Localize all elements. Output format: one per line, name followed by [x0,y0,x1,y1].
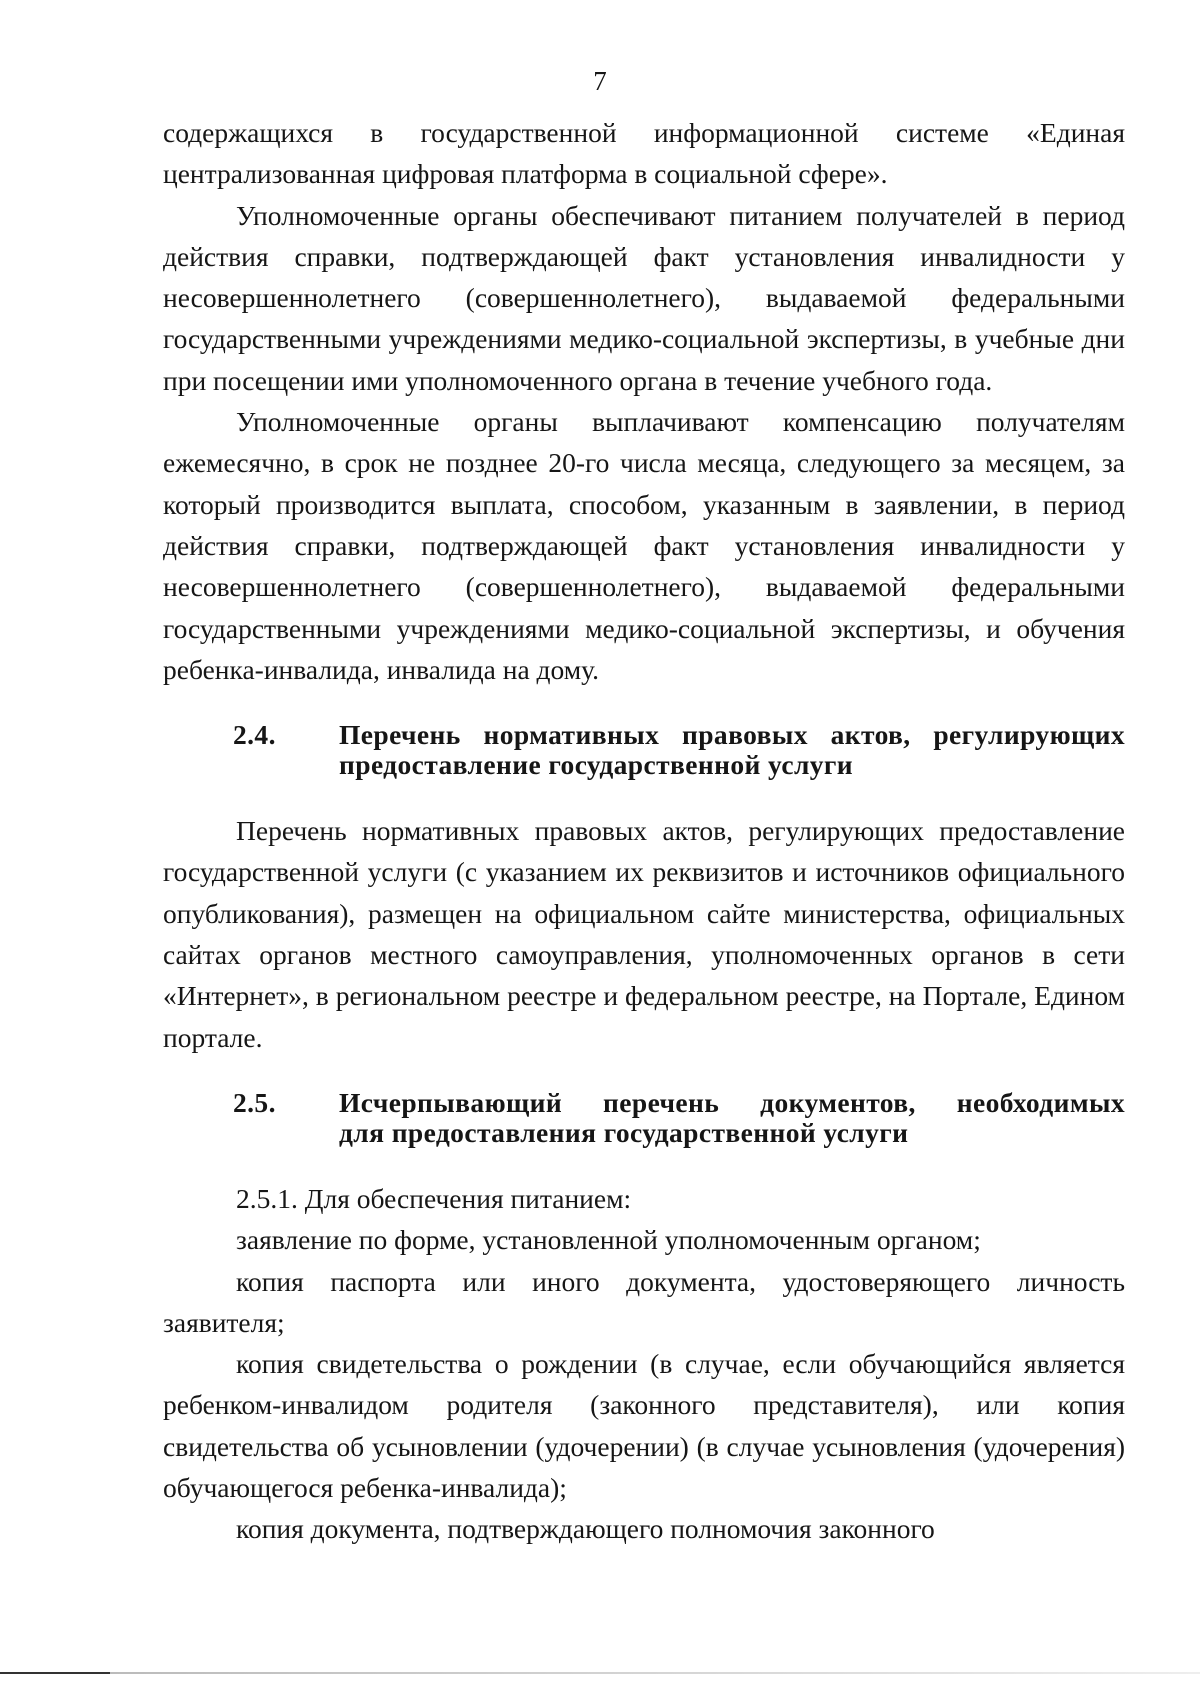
list-item: заявление по форме, установленной уполномоченным органом; [236,1224,981,1256]
page-content [163,112,1125,1550]
list-item: копия документа, подтверждающего полномочия законного [236,1513,935,1545]
paragraph: Уполномоченные органы обеспечивают питанием получателей в период действия справки, подтверждающей факт установления инвалидности у несовершеннолетнего (совершеннолетнего), выдаваемой федеральными государственными учреждениями медико-социальной экспертизы, в учебные дни при посещении ими уполномоченного органа в течение учебного года. [163,199,1125,396]
section-title-line: для предоставления государственной услуги [339,1116,909,1148]
section-heading-2-5 [163,1088,1125,1148]
list-item: копия свидетельства о рождении (в случае, если обучающийся является ребенком-инвалидом родителя (законного представителя), или копия свидетельства об усыновлении (удочерении) (в случае усыновления (удочерения) обучающегося ребенка-инвалида); [163,1348,1125,1504]
scan-edge-line [0,1672,1200,1674]
section-title-line: предоставление государственной услуги [339,749,854,781]
list-item: 2.5.1. Для обеспечения питанием: [236,1182,632,1214]
paragraph: Уполномоченные органы выплачивают компенсацию получателям ежемесячно, в срок не позднее 20-го числа месяца, следующего за месяцем, за который производится выплата, способом, указанным в заявлении, в период действия справки, подтверждающей факт установления инвалидности у несовершеннолетнего (совершеннолетнего), выдаваемой федеральными государственными учреждениями медико-социальной экспертизы, и обучения ребенка-инвалида, инвалида на дому. [163,406,1125,685]
section-title [339,1088,1125,1148]
page-number: 7 [593,66,607,96]
list-item: копия паспорта или иного документа, удостоверяющего личность заявителя; [163,1265,1125,1338]
section-title-line: Исчерпывающий перечень документов, необходимых [339,1086,1125,1118]
paragraph: Перечень нормативных правовых актов, регулирующих предоставление государственной услуги (с указанием их реквизитов и источников официального опубликования), размещен на официальном сайте министерства, официальных сайтах органов местного самоуправления, уполномоченных органов в сети «Интернет», в региональном реестре и федеральном реестре, на Портале, Едином портале. [163,815,1125,1053]
section-heading-2-4 [163,720,1125,780]
section-title [339,720,1125,780]
section-number: 2.4. [233,719,276,751]
paragraph: содержащихся в государственной информационной системе «Единая централизованная цифровая платформа в социальной сфере». [163,117,1125,190]
section-title-line: Перечень нормативных правовых актов, регулирующих [339,719,1125,751]
section-number: 2.5. [233,1086,276,1118]
